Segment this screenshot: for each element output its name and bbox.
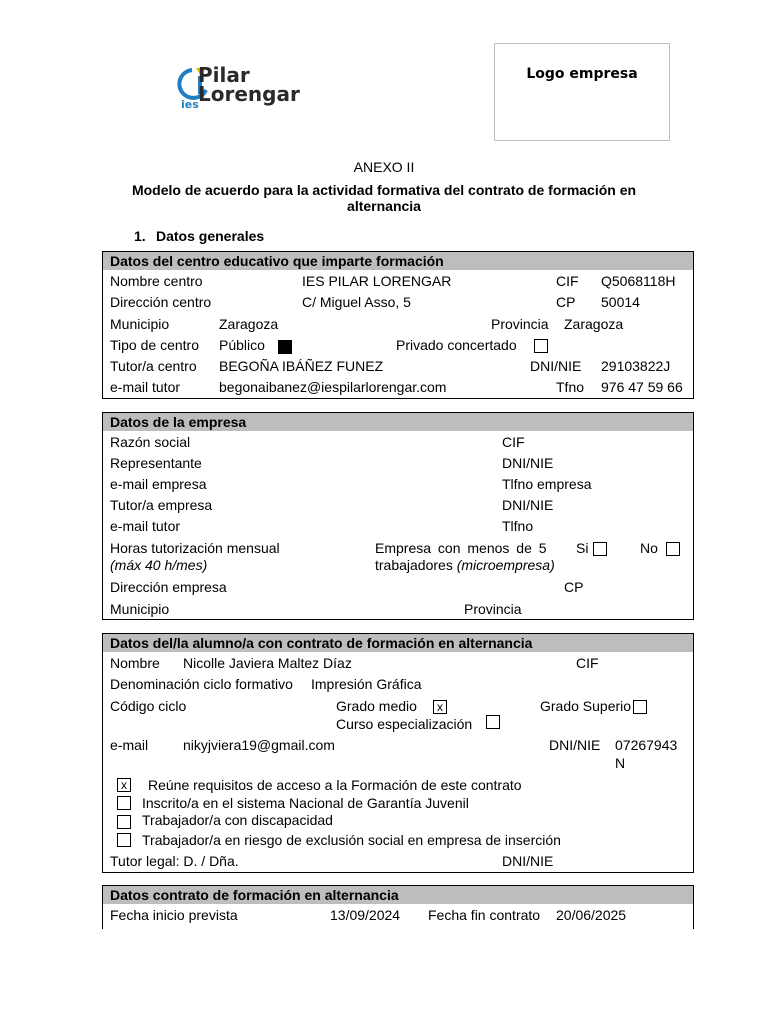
empresa-trabajadores-label: trabajadores (microempresa) [375,557,555,573]
empresa-cif-label: CIF [502,434,525,450]
empresa-menos5-label: Empresa con menos de 5 [375,540,547,556]
section-number: 1. [134,228,146,244]
empresa-si-checkbox[interactable] [593,542,607,556]
centro-tfno-label: Tfno [556,379,585,395]
logo-brand-line2: Lorengar [198,82,300,106]
tutor-legal-dni-label: DNI/NIE [502,853,554,869]
centro-tutor-value: BEGOÑA IBÁÑEZ FUNEZ [219,358,384,374]
empresa-cp-label: CP [564,579,584,595]
publico-checkbox[interactable] [278,340,292,354]
section-title: Datos generales [156,228,265,244]
empresa-horas-label: Horas tutorización mensual [110,540,280,556]
grado-medio-label: Grado medio [336,698,417,714]
alumno-email-label: e-mail [110,737,149,753]
centro-provincia-value: Zaragoza [564,316,624,332]
req4-label: Trabajador/a en riesgo de exclusión social en empresa de inserción [142,832,561,848]
alumno-section [102,633,694,873]
empresa-municipio-label: Municipio [110,601,170,617]
centro-section [102,251,694,399]
contrato-fin-label: Fecha fin contrato [428,907,541,923]
alumno-nombre-label: Nombre [110,655,160,671]
req2-checkbox[interactable] [117,796,131,810]
svg-text:ies: ies [181,98,199,111]
centro-email-value: begonaibanez@iespilarlorengar.com [219,379,447,395]
grado-superior-label: Grado Superio [540,698,632,714]
centro-cp-label: CP [556,294,576,310]
alumno-dni-value-line1: 07267943 [615,737,678,753]
alumno-ciclo-value: Impresión Gráfica [311,676,422,692]
alumno-cif-label: CIF [576,655,599,671]
centro-municipio-label: Municipio [110,316,170,332]
contrato-inicio-value: 13/09/2024 [330,907,401,923]
empresa-section [102,412,694,620]
empresa-micro-note: (microempresa) [456,557,555,573]
centro-heading: Datos del centro educativo que imparte formación [103,252,693,270]
empresa-email-tutor-label: e-mail tutor [110,518,181,534]
logo-brand-line1: Pilar [198,63,250,87]
empresa-razon-label: Razón social [110,434,191,450]
alumno-nombre-value: Nicolle Javiera Maltez Díaz [183,655,352,671]
centro-tutor-label: Tutor/a centro [110,358,197,374]
req1-label: Reúne requisitos de acceso a la Formación de este contrato [148,777,522,793]
centro-dni-value: 29103822J [601,358,671,374]
curso-label: Curso especialización [336,716,473,732]
centro-email-label: e-mail tutor [110,379,181,395]
grado-superior-checkbox[interactable] [633,700,647,714]
empresa-direccion-label: Dirección empresa [110,579,227,595]
empresa-dni-label: DNI/NIE [502,455,554,471]
company-logo-label: Logo empresa [526,66,638,82]
centro-cp-value: 50014 [601,294,640,310]
annex-label: ANEXO II [353,159,415,175]
centro-dni-label: DNI/NIE [530,358,582,374]
empresa-provincia-label: Provincia [464,601,522,617]
company-logo-placeholder [494,43,670,141]
empresa-no-label: No [640,540,658,556]
centro-cif-value: Q5068118H [601,273,676,289]
empresa-representante-label: Representante [110,455,202,471]
req1-checkbox[interactable]: x [117,778,131,792]
contrato-heading: Datos contrato de formación en alternancia [103,886,693,904]
centro-tipo-label: Tipo de centro [110,337,199,353]
school-logo [172,60,332,112]
curso-checkbox[interactable] [486,715,500,729]
centro-tfno-value: 976 47 59 66 [601,379,683,395]
centro-nombre-label: Nombre centro [110,273,203,289]
empresa-no-checkbox[interactable] [666,542,680,556]
empresa-tlfno-empresa-label: Tlfno empresa [502,476,592,492]
alumno-codigo-label: Código ciclo [110,698,187,714]
empresa-dni2-label: DNI/NIE [502,497,554,513]
centro-nombre-value: IES PILAR LORENGAR [302,273,452,289]
req3-checkbox[interactable] [117,815,131,829]
centro-provincia-label: Provincia [491,316,549,332]
centro-direccion-label: Dirección centro [110,294,212,310]
centro-cif-label: CIF [556,273,579,289]
privado-label: Privado concertado [396,337,517,353]
contrato-section [102,885,694,929]
empresa-si-label: Si [576,540,589,556]
contrato-inicio-label: Fecha inicio prevista [110,907,238,923]
publico-label: Público [219,337,265,353]
req4-checkbox[interactable] [117,833,131,847]
empresa-tlfno-label: Tlfno [502,518,534,534]
req3-label: Trabajador/a con discapacidad [142,812,333,828]
alumno-dni-label: DNI/NIE [549,737,601,753]
alumno-email-value: nikyjviera19@gmail.com [183,737,335,753]
privado-checkbox[interactable] [534,339,548,353]
alumno-heading: Datos del/la alumno/a con contrato de formación en alternancia [103,634,693,652]
empresa-horas-note: (máx 40 h/mes) [110,557,208,573]
empresa-email-label: e-mail empresa [110,476,207,492]
alumno-ciclo-label: Denominación ciclo formativo [110,676,293,692]
grado-medio-checkbox[interactable]: x [433,700,447,714]
centro-direccion-value: C/ Miguel Asso, 5 [302,294,411,310]
contrato-fin-value: 20/06/2025 [556,907,627,923]
empresa-tutor-label: Tutor/a empresa [110,497,213,513]
document-title-line2: alternancia [347,198,421,214]
centro-municipio-value: Zaragoza [219,316,279,332]
alumno-dni-value-line2: N [615,755,626,771]
tutor-legal-label: Tutor legal: D. / Dña. [110,853,239,869]
req2-label: Inscrito/a en el sistema Nacional de Garantía Juvenil [142,795,469,811]
document-title-line1: Modelo de acuerdo para la actividad formativa del contrato de formación en [131,182,637,198]
empresa-heading: Datos de la empresa [103,413,693,431]
